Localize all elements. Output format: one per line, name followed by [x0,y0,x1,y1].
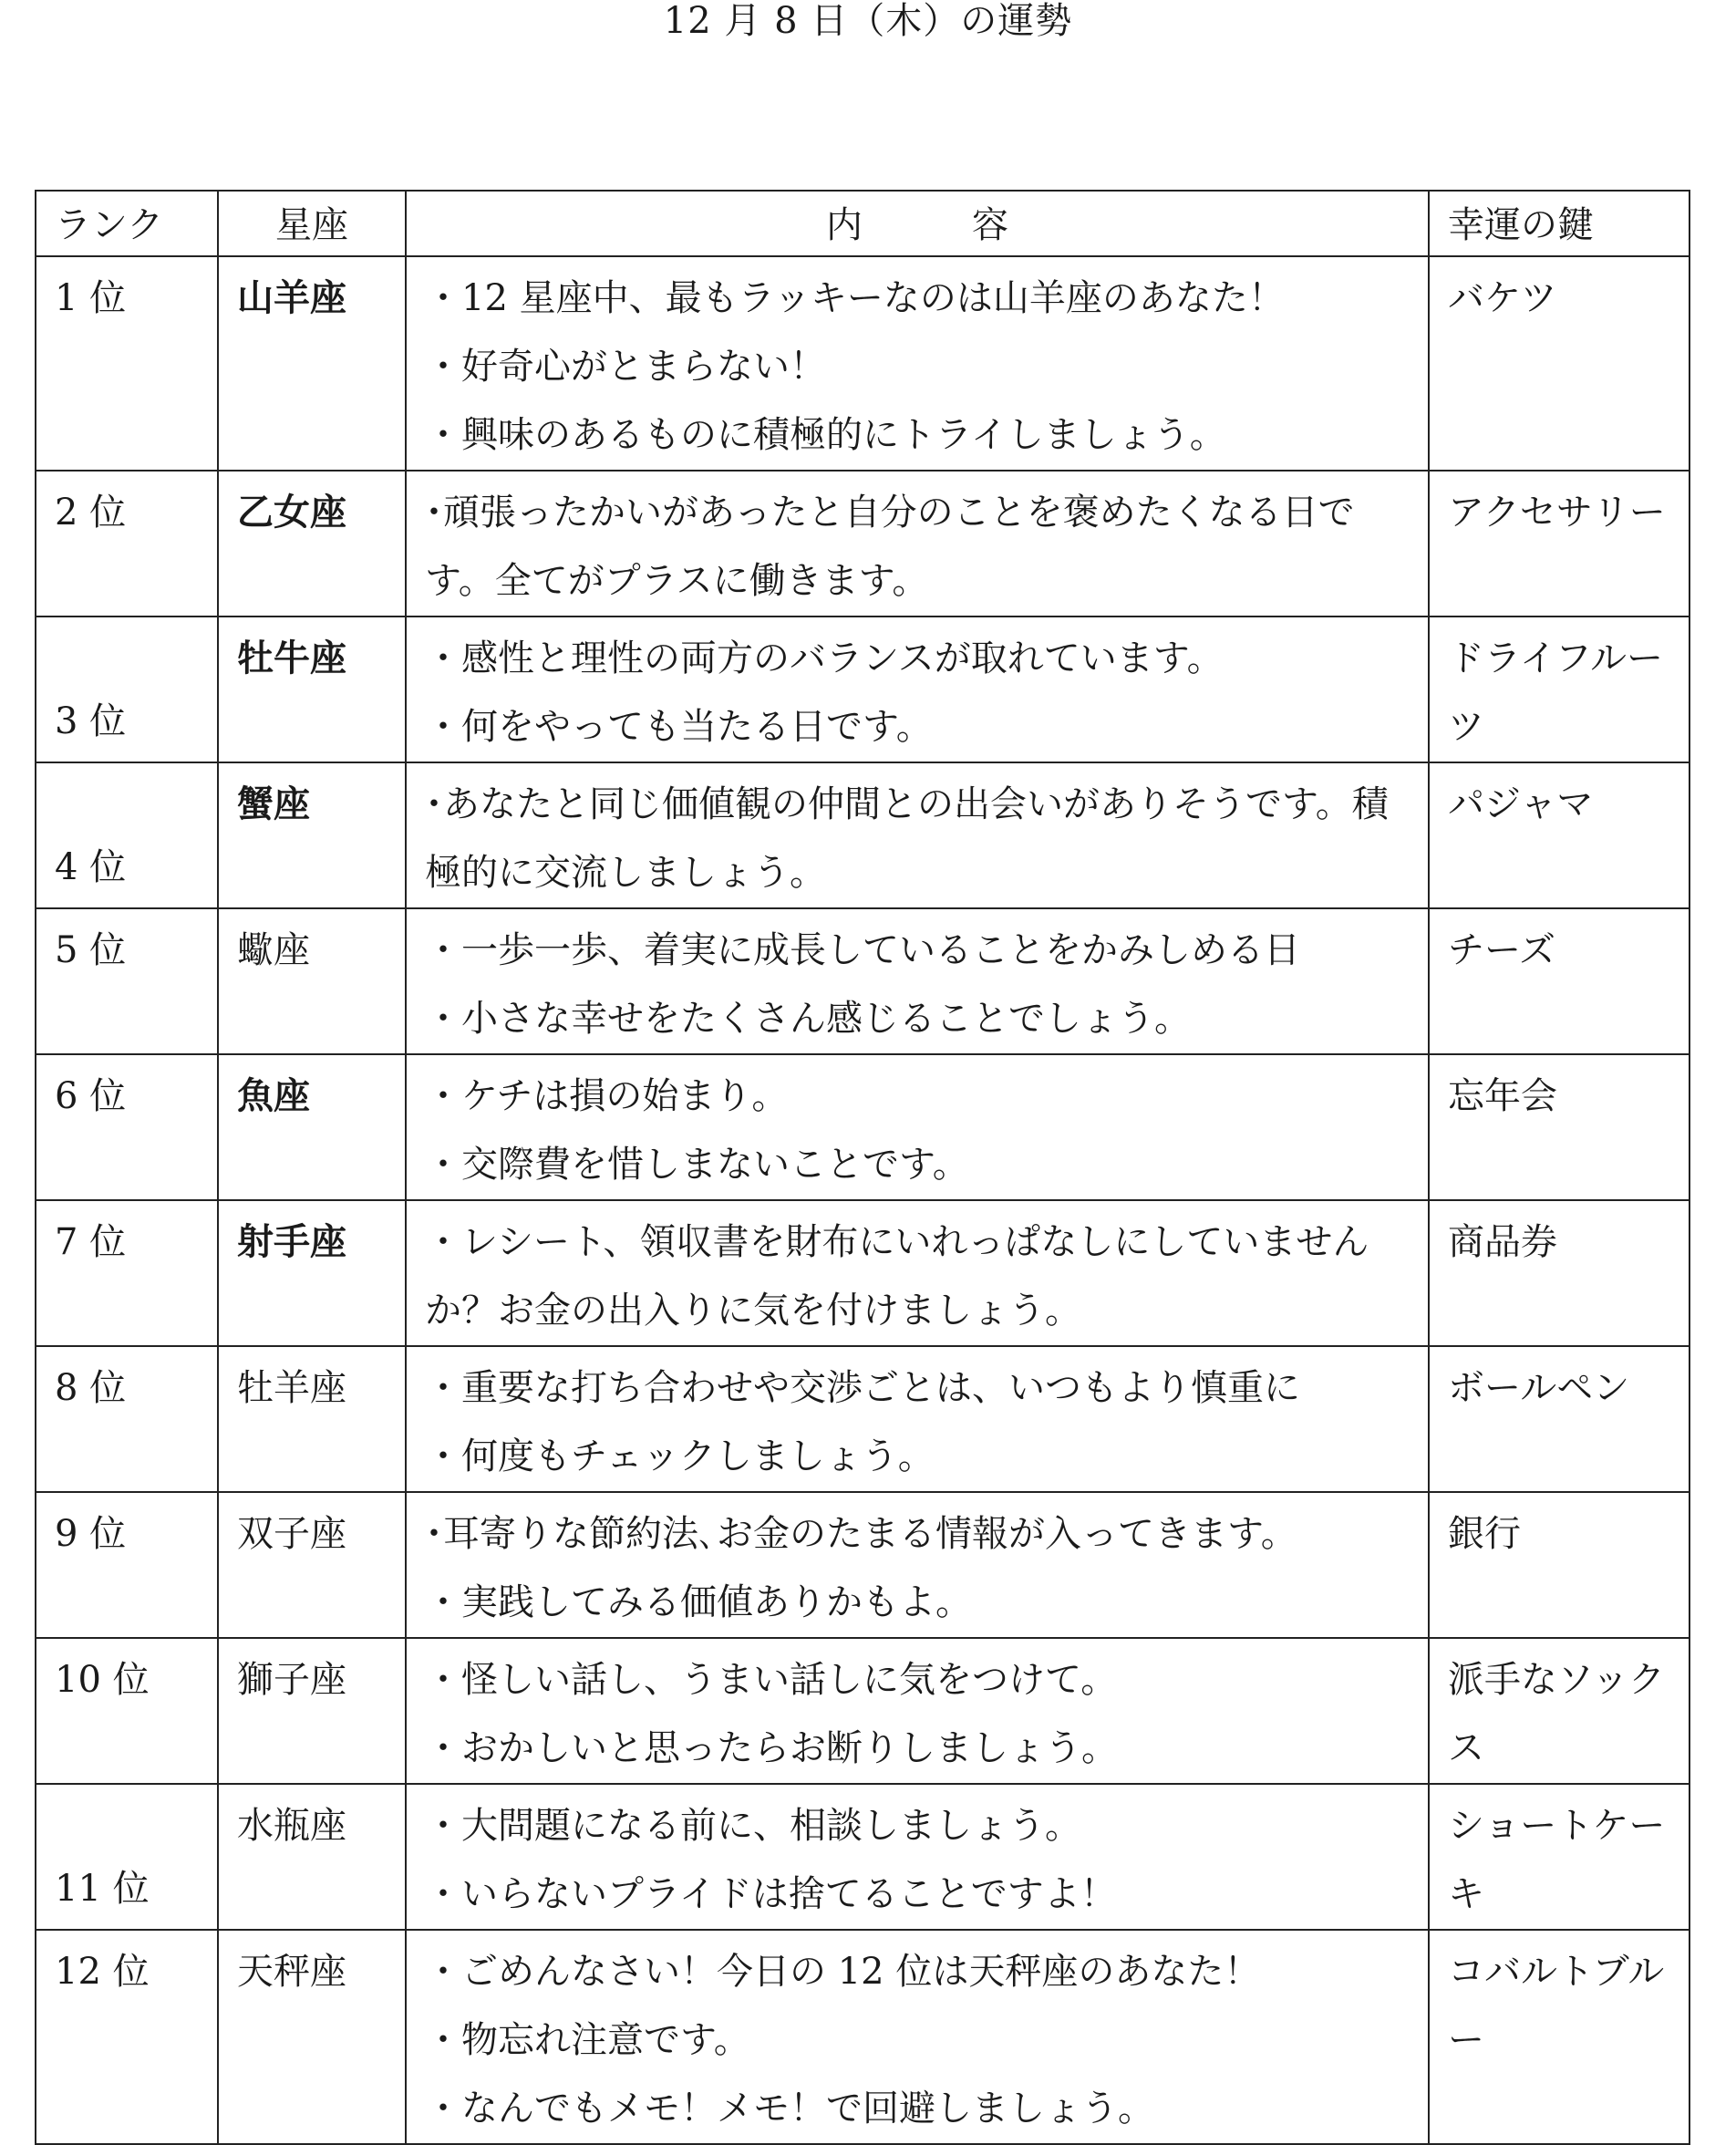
lucky-key-cell: ドライフルーツ [1429,617,1690,762]
header-key: 幸運の鍵 [1429,191,1690,256]
sign-cell [218,1054,406,1200]
sign-cell [218,1930,406,2144]
table-row [36,471,1690,617]
sign-cell [218,256,406,471]
content-cell [406,908,1429,1054]
table-row [36,1930,1690,2144]
lucky-key-cell: コバルトブルー [1429,1930,1690,2144]
lucky-key-cell: バケツ [1429,256,1690,471]
rank-cell: 2 位 [36,471,218,617]
table-row [36,1054,1690,1200]
content-cell [406,617,1429,762]
sign-name: 魚座 [237,1075,310,1117]
lucky-key-cell: アクセサリー [1429,471,1690,617]
header-rank: ランク [36,191,218,256]
table-row [36,1492,1690,1638]
content-line: ・一歩一歩、着実に成長していることをかみしめる日 [425,929,1300,971]
sign-cell [218,471,406,617]
sign-name: 獅子座 [237,1659,346,1701]
sign-cell [218,1200,406,1346]
content-cell [406,1784,1429,1930]
rank-cell: 6 位 [36,1054,218,1200]
sign-cell [218,908,406,1054]
content-cell [406,1054,1429,1200]
content-line: ・ケチは損の始まり。 [425,1075,789,1117]
sign-cell [218,1492,406,1638]
content-line: ・物忘れ注意です。 [425,2019,750,2061]
content-line: ･耳寄りな節約法､お金のたまる情報が入ってきます。 [425,1513,1297,1555]
content-paragraph: ・レシート、領収書を財布にいれっぱなしにしていませんか？お金の出入りに気を付けましょう。 [425,1221,1369,1332]
sign-name: 乙女座 [237,492,346,534]
content-line: ・感性と理性の両方のバランスが取れています。 [425,637,1224,679]
table-row [36,1346,1690,1492]
content-line: ・何度もチェックしましょう。 [425,1435,935,1477]
sign-cell [218,762,406,908]
sign-name: 牡羊座 [237,1367,346,1409]
content-line: ・おかしいと思ったらお断りしましょう。 [425,1727,1118,1769]
content-cell [406,1492,1429,1638]
content-line: ・何をやっても当たる日です。 [425,706,933,748]
content-cell [406,471,1429,617]
sign-name: 射手座 [237,1221,346,1263]
content-line: ・小さな幸せをたくさん感じることでしょう。 [425,998,1191,1040]
header-sign: 星座 [218,191,406,256]
content-paragraph: ･あなたと同じ価値観の仲間との出会いがありそうです。積極的に交流しましょう。 [425,783,1389,894]
content-cell [406,762,1429,908]
lucky-key-cell: 派手なソックス [1429,1638,1690,1784]
table-row [36,1784,1690,1930]
content-line: ・12 星座中、最もラッキーなのは山羊座のあなた！ [425,277,1285,319]
table-row [36,1200,1690,1346]
sign-name: 牡牛座 [237,637,346,679]
sign-cell [218,1346,406,1492]
table-row [36,256,1690,471]
content-line: ・怪しい話し、うまい話しに気をつけて。 [425,1659,1118,1701]
header-row [36,191,1690,256]
content-cell [406,256,1429,471]
rank-cell: 4 位 [36,762,218,908]
table-row [36,617,1690,762]
rank-cell: 11 位 [36,1784,218,1930]
content-line: ・好奇心がとまらない！ [425,346,826,388]
sign-name: 天秤座 [237,1951,346,1993]
rank-cell: 3 位 [36,617,218,762]
content-line: ・実践してみる価値ありかもよ。 [425,1581,972,1623]
lucky-key-cell: パジャマ [1429,762,1690,908]
rank-cell: 10 位 [36,1638,218,1784]
page-title: 12 月 8 日（木）の運勢 [663,0,1073,42]
sign-cell [218,617,406,762]
content-line: ・交際費を惜しまないことです。 [425,1144,969,1186]
lucky-key-cell: 忘年会 [1429,1054,1690,1200]
sign-name: 蟹座 [237,783,310,825]
content-cell [406,1346,1429,1492]
content-line: ・いらないプライドは捨てることですよ！ [425,1873,1117,1915]
sign-name: 蠍座 [237,929,310,971]
content-cell [406,1930,1429,2144]
content-line: ・なんでもメモ！メモ！で回避しましょう。 [425,2088,1154,2129]
table-row [36,1638,1690,1784]
lucky-key-cell: ボールペン [1429,1346,1690,1492]
rank-cell: 9 位 [36,1492,218,1638]
rank-cell: 1 位 [36,256,218,471]
content-line: ・ごめんなさい！今日の 12 位は天秤座のあなた！ [425,1951,1261,1993]
sign-name: 山羊座 [237,277,346,319]
table-row [36,908,1690,1054]
sign-cell [218,1784,406,1930]
content-line: ・興味のあるものに積極的にトライしましょう。 [425,414,1226,456]
rank-cell: 5 位 [36,908,218,1054]
sign-cell [218,1638,406,1784]
header-content: 内 容 [406,191,1429,256]
content-cell [406,1200,1429,1346]
content-paragraph: ･頑張ったかいがあったと自分のことを褒めたくなる日です。全てがプラスに働きます。 [425,492,1355,602]
fortune-table [35,190,1690,2145]
content-line: ・重要な打ち合わせや交渉ごとは、いつもより慎重に [425,1367,1300,1409]
table-row [36,762,1690,908]
rank-cell: 7 位 [36,1200,218,1346]
content-line: ・大問題になる前に、相談しましょう。 [425,1805,1081,1847]
sign-name: 双子座 [237,1513,346,1555]
lucky-key-cell: チーズ [1429,908,1690,1054]
rank-cell: 12 位 [36,1930,218,2144]
lucky-key-cell: 商品券 [1429,1200,1690,1346]
sign-name: 水瓶座 [237,1805,346,1847]
lucky-key-cell: 銀行 [1429,1492,1690,1638]
rank-cell: 8 位 [36,1346,218,1492]
lucky-key-cell: ショートケーキ [1429,1784,1690,1930]
content-cell [406,1638,1429,1784]
